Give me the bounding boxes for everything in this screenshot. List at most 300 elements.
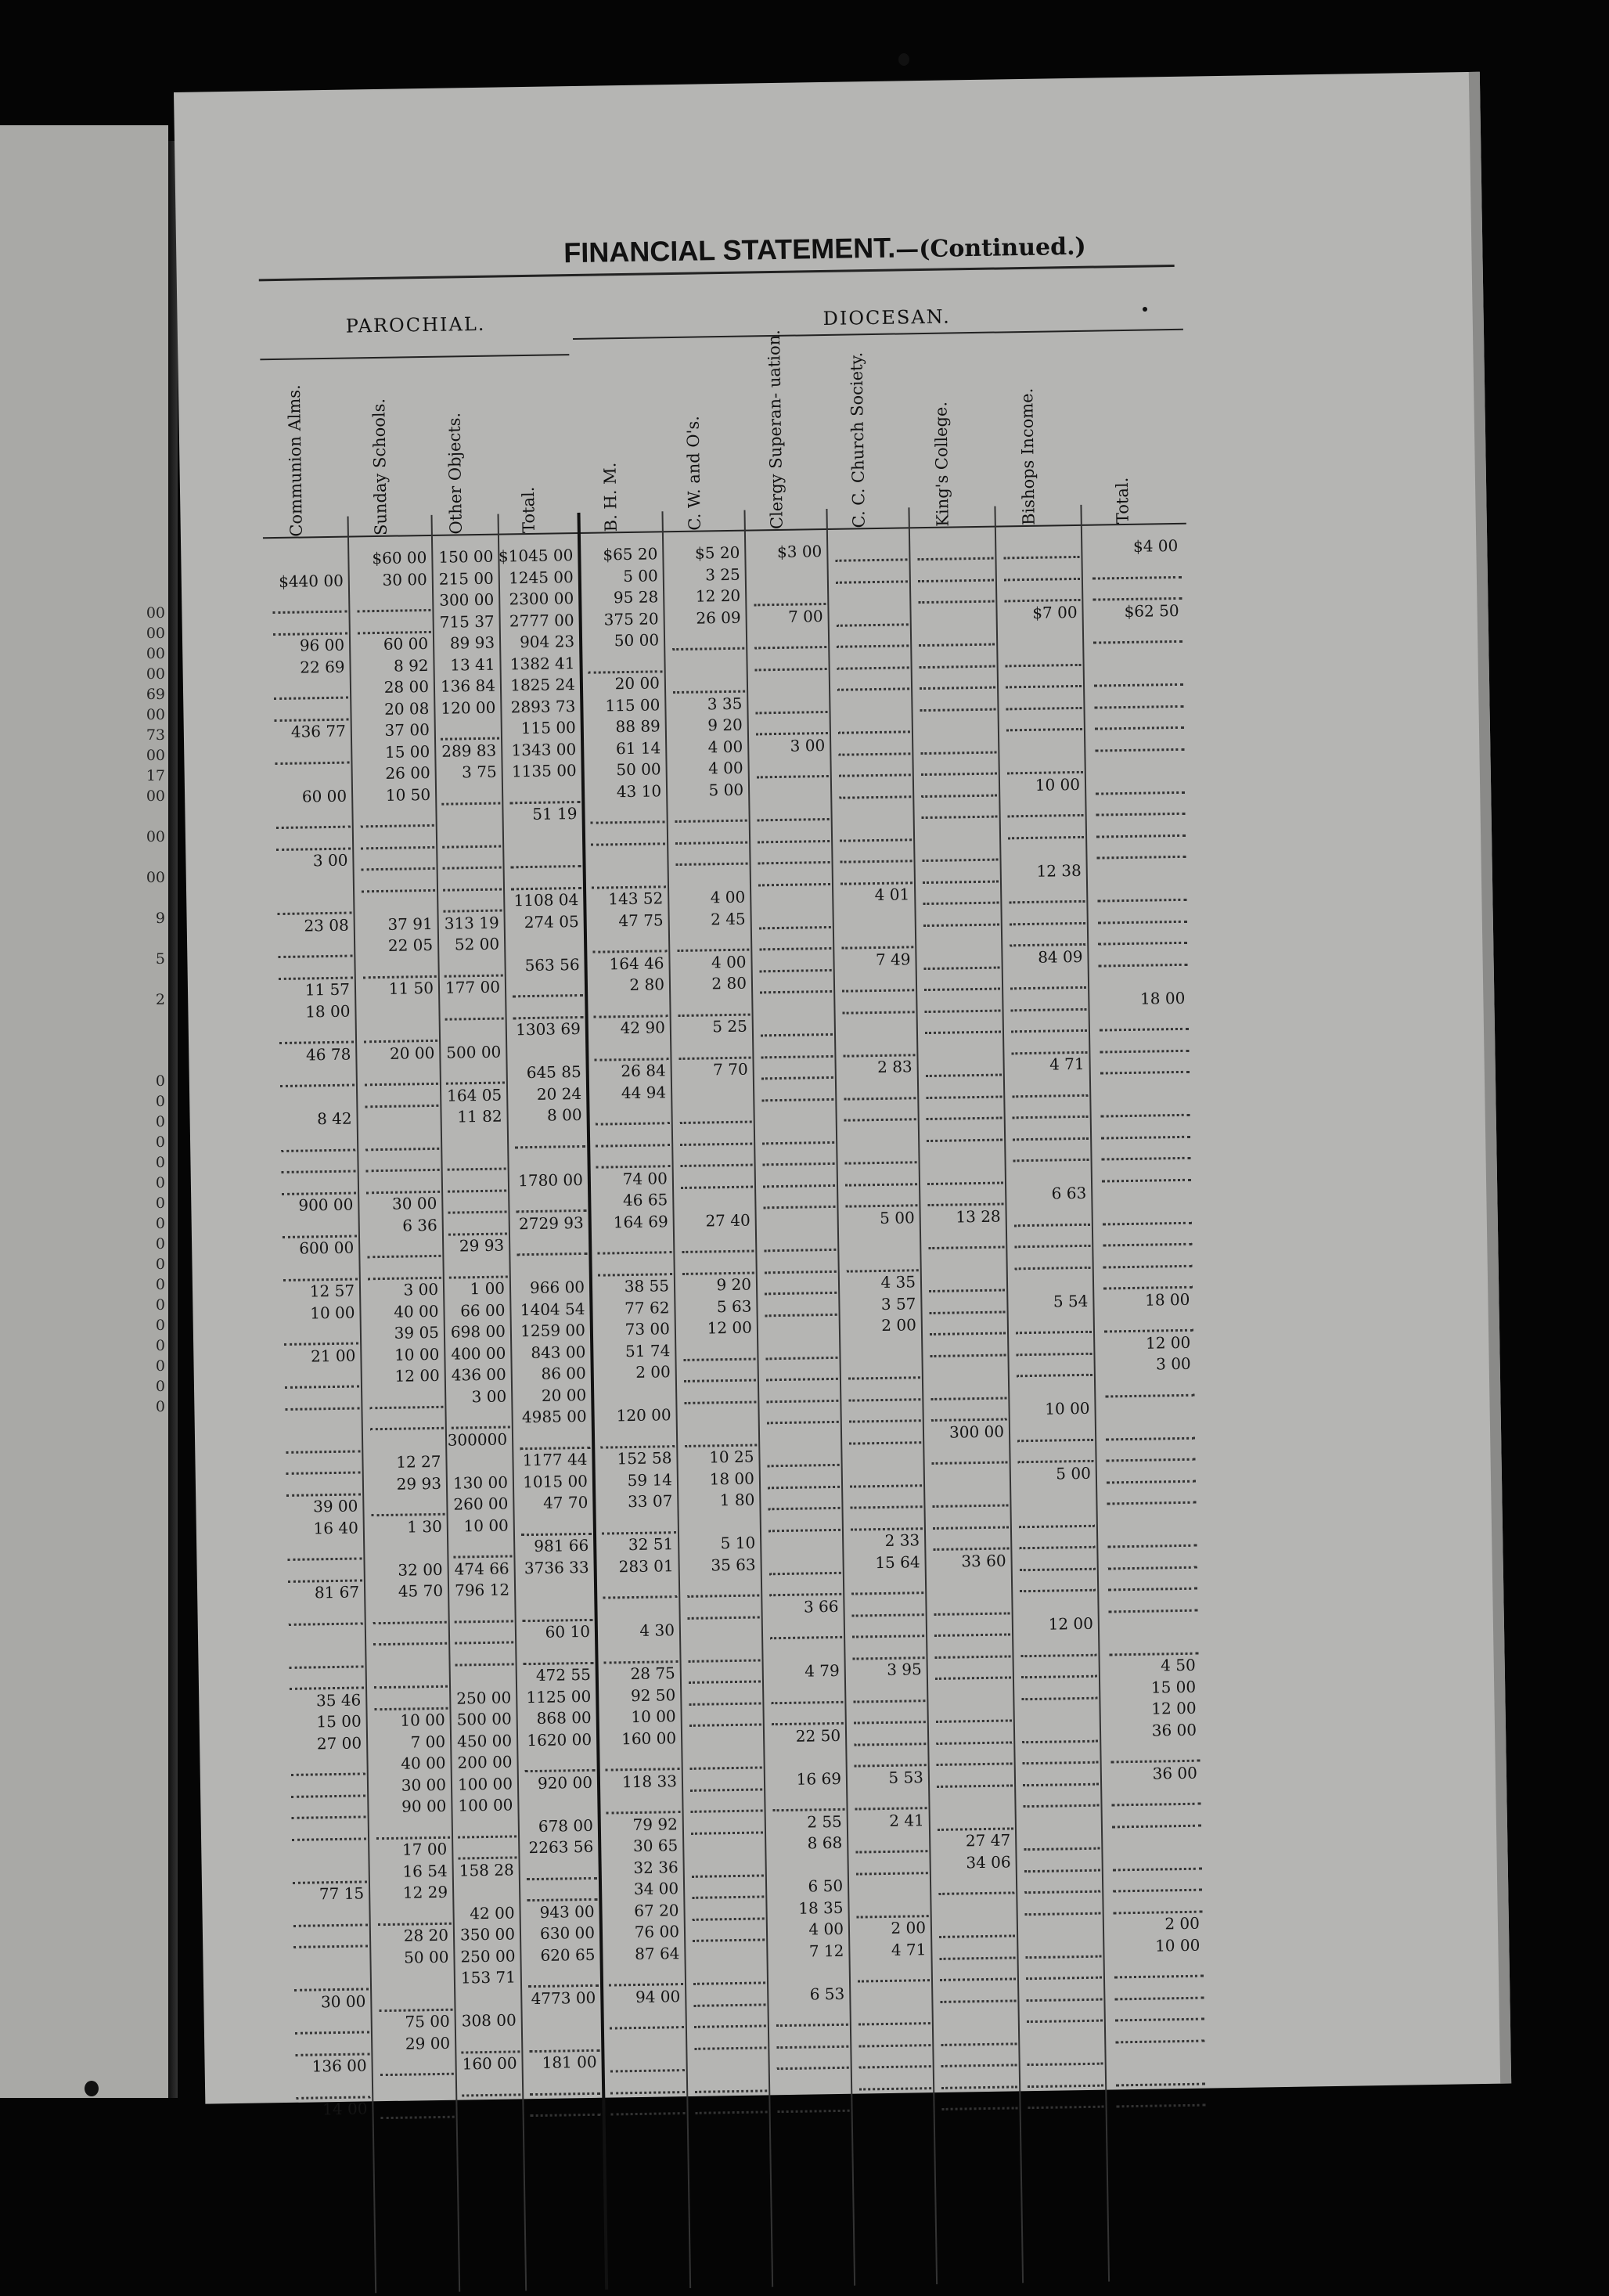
left-edge-number: 00 [146,869,165,886]
left-edge-number: 69 [146,686,165,703]
dot-leader [278,938,352,958]
column-header-label: Clergy Superan- uation. [764,329,787,530]
dot-leader [675,802,747,823]
dot-leader [931,1400,1007,1422]
table-cell: 81 67 [314,1582,360,1602]
table-cell: 12 00 [394,1365,440,1386]
table-cell: 2 00 [635,1362,671,1382]
dot-leader [523,1644,593,1664]
table-cell: 5 00 [1056,1463,1092,1483]
table-cell: 143 52 [608,888,664,909]
table-cell: 1 80 [719,1490,755,1510]
table-cell: 12 00 [707,1317,753,1338]
dot-leader [1017,1421,1093,1442]
dot-leader [286,1476,361,1496]
table-cell: 563 56 [524,954,580,975]
dot-leader [840,864,912,885]
table-cell: 11 57 [304,979,351,1000]
table-cell: 1259 00 [520,1320,586,1341]
left-edge-number: 9 [155,910,165,927]
dot-leader [1092,558,1182,579]
dot-leader [690,1814,763,1834]
parochial-rule [260,354,569,360]
column-header-clergy-superannuation [742,329,826,530]
dot-leader [283,1260,357,1281]
dot-leader [1011,1012,1087,1033]
dot-leader [292,1820,366,1840]
dot-leader [453,1537,512,1558]
table-cell: 375 20 [603,608,659,629]
table-cell: 8 00 [546,1105,582,1125]
table-cell: 33 60 [961,1551,1006,1570]
dot-leader [365,1087,439,1107]
table-cell: 16 40 [313,1518,359,1537]
table-cell: 250 00 [460,1945,516,1966]
table-cell: 10 00 [631,1707,676,1727]
table-cell: 20 00 [614,673,661,694]
dot-leader [1111,1807,1201,1828]
financial-table [259,231,1402,2119]
table-cell: 2 41 [889,1810,924,1830]
dot-leader [769,1619,842,1639]
dot-leader [1023,1765,1099,1786]
table-cell: 3 00 [790,735,826,755]
left-edge-number: 0 [155,1235,165,1253]
dot-leader [280,1067,355,1087]
dot-leader [361,828,435,849]
table-cell: 13 41 [450,654,495,675]
dot-leader [1102,1204,1192,1225]
dot-leader [1097,903,1187,924]
dot-leader [443,892,502,913]
table-cell: 44 94 [621,1082,667,1102]
dot-leader [513,998,584,1018]
dot-leader [1014,1206,1090,1227]
dot-leader [1028,2045,1103,2067]
dot-leader [691,1857,764,1877]
dot-leader [286,1454,360,1474]
dot-leader [1005,646,1081,667]
dot-leader [596,1126,670,1147]
table-cell: 20 24 [536,1083,582,1104]
dot-leader [274,679,348,700]
dot-leader [1096,838,1186,860]
dot-leader [1017,1357,1092,1378]
dot-leader [603,1643,678,1663]
dot-leader [1011,1033,1087,1054]
dot-leader [1096,795,1186,816]
left-edge-number [142,888,165,908]
dot-leader [1114,1979,1204,2000]
table-cell: 42 90 [620,1018,666,1038]
table-cell: 34 06 [966,1851,1011,1872]
dot-leader [936,1724,1012,1745]
table-cell: 35 63 [711,1555,756,1574]
table-cell: 5 00 [708,780,744,799]
table-cell: 96 00 [299,635,345,655]
table-cell: 30 00 [391,1193,437,1213]
table-cell: 30 00 [382,569,427,589]
dot-leader [1094,687,1184,708]
dot-leader [525,1752,596,1772]
dot-leader [272,615,347,635]
table-cell: 350 00 [459,1924,516,1945]
dot-leader [924,971,1000,992]
dot-leader [1107,1527,1197,1548]
dot-leader [364,1065,438,1086]
table-cell: 4 30 [639,1620,675,1640]
table-cell: 10 00 [1154,1935,1200,1955]
dot-leader [1009,883,1085,904]
dot-leader [458,1818,517,1838]
table-cell: 164 69 [613,1211,668,1231]
dot-leader [1112,1850,1202,1871]
dot-leader [693,2007,766,2027]
table-cell: 15 64 [875,1552,920,1572]
dot-leader [1010,926,1085,947]
dot-leader [367,1238,441,1258]
table-cell: 20 08 [383,698,430,719]
table-cell: 52 00 [454,934,500,954]
dot-leader [940,1960,1016,1981]
dot-leader [1093,666,1183,687]
dot-leader [695,2093,768,2114]
table-cell: 3 00 [403,1279,439,1299]
table-cell: 1 30 [407,1516,442,1537]
dot-leader [920,669,995,690]
dot-leader [776,2049,849,2070]
dot-leader [1101,1140,1191,1161]
left-edge-number [142,969,165,989]
group-parochial: PAROCHIAL. [345,312,486,337]
dot-leader [758,865,830,885]
dot-leader [920,690,995,712]
table-cell: 645 85 [526,1061,581,1083]
table-cell: 59 14 [627,1469,673,1490]
dot-leader [755,693,828,713]
table-cell: 11 82 [457,1106,502,1126]
table-cell: 966 00 [529,1277,585,1298]
column-header-parochial-total [495,368,578,534]
dot-leader [594,1040,668,1061]
dot-leader [918,583,994,604]
dot-leader [922,798,998,820]
table-cell: 1620 00 [527,1729,592,1750]
dot-leader [929,1272,1005,1293]
dot-leader [759,951,832,971]
dot-leader [1115,2022,1205,2043]
dot-leader [764,1231,837,1252]
dot-leader [448,1172,506,1192]
left-edge-number: 17 [146,767,165,784]
dot-leader [937,1745,1013,1766]
dot-leader [530,2074,600,2095]
dot-leader [689,1706,761,1726]
dot-leader [596,1148,670,1168]
column-header-diocesan-total [1078,359,1182,524]
left-edge-number: 2 [155,991,165,1008]
dot-leader [374,1668,448,1689]
table-cell: 1 00 [470,1278,506,1299]
dot-leader [290,1755,365,1775]
dot-leader [760,1016,833,1036]
table-cell: $65 20 [603,544,658,564]
table-cell: 5 00 [879,1207,915,1227]
table-cell: 1177 44 [522,1449,588,1470]
dot-leader [365,1152,440,1172]
dot-leader [295,2035,369,2056]
table-cell: 15 00 [1150,1677,1197,1697]
dot-leader [1095,773,1185,795]
dot-leader [286,1433,360,1453]
dot-leader [296,2078,370,2099]
dot-leader [1097,881,1187,903]
table-cell: 3 66 [803,1596,839,1617]
table-cell: 153 71 [460,1967,517,1988]
dot-leader [941,2025,1017,2046]
dot-leader [455,1624,513,1644]
dot-leader [442,849,501,870]
table-cell: 6 50 [808,1876,844,1896]
table-cell: $4 00 [1132,535,1179,556]
table-cell: 181 00 [542,2052,597,2072]
table-cell: 260 00 [453,1494,509,1514]
table-cell: 90 00 [401,1796,447,1816]
table-cell: 981 66 [534,1535,589,1555]
left-edge-number: 00 [146,645,165,662]
table-cell: 120 00 [441,697,496,718]
dot-leader [595,1105,669,1125]
table-cell: 46 65 [622,1190,668,1210]
dot-leader [1025,1937,1101,1959]
dot-leader [600,1428,675,1448]
dot-leader [687,1577,760,1597]
dot-leader [441,720,499,741]
table-cell: 36 00 [1152,1763,1198,1783]
dot-leader [443,870,502,891]
dot-leader [848,1381,921,1401]
table-cell: 29 93 [459,1235,505,1256]
table-cell: 10 25 [709,1447,754,1467]
table-cell: 12 00 [1048,1613,1094,1634]
table-cell: 436 00 [451,1364,506,1385]
dot-leader [837,713,910,733]
dot-leader [367,1259,441,1279]
table-cell: 38 55 [624,1276,670,1296]
dot-leader [677,932,750,952]
dot-leader [931,1444,1007,1465]
dot-leader [509,783,580,803]
dot-leader [853,1725,926,1746]
left-edge-number: 5 [155,950,165,968]
table-cell: 6 63 [1051,1183,1087,1203]
left-edge-number: 00 [146,828,165,845]
dot-leader [1013,1141,1089,1162]
table-cell: 300 00 [948,1422,1005,1442]
dot-leader [1019,1507,1095,1528]
column-header-label: Total. [1112,477,1132,524]
table-cell: 18 35 [798,1898,844,1918]
table-cell: 30 00 [320,1991,366,2011]
dot-leader [1006,711,1082,732]
column-header-label: King's College. [931,401,952,527]
table-cell: 12 00 [1151,1698,1197,1718]
dot-leader [843,1036,916,1057]
dot-leader [672,673,745,694]
left-edge-number: 0 [155,1276,165,1293]
table-cell: 4 71 [1049,1054,1085,1074]
dot-leader [366,1173,441,1193]
left-edge-number: 00 [146,788,165,805]
dot-leader [854,1746,927,1767]
dot-leader [285,1368,359,1388]
dot-leader [688,1663,761,1683]
dot-leader [527,1881,597,1901]
dot-leader [940,1982,1016,2003]
table-cell: 500 00 [456,1709,512,1729]
table-cell: 4 50 [1160,1655,1196,1675]
table-cell: 4 00 [707,758,743,778]
dot-leader [1021,1679,1097,1700]
dot-leader [761,1059,833,1080]
table-cell: 7 70 [712,1059,748,1080]
dot-leader [689,1749,762,1769]
column-header-communion-alms [261,372,347,538]
dot-leader [934,1595,1010,1616]
left-edge-number: 0 [155,1317,165,1334]
dot-leader [918,561,994,582]
table-cell: 66 00 [460,1300,506,1320]
table-cell: 9 20 [716,1274,752,1295]
dot-leader [844,1080,916,1100]
table-cell: 33 07 [627,1491,673,1512]
dot-leader [610,2052,684,2072]
dot-leader [771,1705,844,1725]
left-edge-number: 00 [146,747,165,764]
dot-leader [295,2013,369,2034]
dot-leader [1024,1851,1100,1872]
left-edge-number: 0 [155,1174,165,1191]
table-cell: 67 20 [634,1900,679,1920]
dot-leader [768,1511,840,1531]
table-cell: 2 83 [876,1057,912,1077]
table-cell: 450 00 [456,1730,513,1751]
dot-leader [1112,1872,1202,1893]
table-cell: 5 54 [1053,1291,1089,1311]
dot-leader [757,801,830,821]
dot-leader [848,1402,921,1422]
dot-leader [762,1145,835,1166]
table-cell: 1303 69 [515,1018,581,1040]
dot-leader [675,824,747,844]
dot-leader [767,1447,840,1467]
dot-leader [1100,1118,1190,1139]
table-cell: 3 00 [312,850,348,870]
dot-leader [683,1340,756,1361]
dot-leader [855,1854,928,1875]
dot-leader [836,606,909,626]
dot-leader [852,1639,925,1660]
table-cell: 2 00 [1164,1913,1200,1934]
paper-speck [898,53,909,66]
dot-leader [768,1490,840,1510]
table-cell: 26 00 [385,762,430,783]
table-cell: 9 20 [707,715,743,735]
left-edge-number: 0 [155,1215,165,1232]
dot-leader [1028,2089,1103,2110]
dot-leader [933,1508,1009,1530]
table-cell: 29 93 [396,1473,442,1494]
group-diocesan: DIOCESAN. [822,305,951,330]
table-cell: 160 00 [621,1728,677,1748]
dot-leader [274,701,348,721]
dot-leader [360,807,434,827]
table-cell: 158 28 [459,1859,514,1880]
dot-leader [855,1833,928,1853]
table-cell: 3 00 [471,1386,507,1406]
dot-leader [692,1900,765,1920]
dot-leader [445,957,503,977]
dot-leader [1106,1441,1196,1462]
dot-leader [527,1859,597,1880]
dot-leader [364,1022,438,1043]
dot-leader [445,1000,503,1020]
column-header-label: C. W. and O's. [683,415,704,531]
dot-leader [610,2074,685,2094]
dot-leader [835,541,908,561]
dot-leader [1026,1959,1102,1981]
dot-leader [279,1024,354,1044]
dot-leader [850,1510,923,1530]
dot-leader [1004,582,1080,603]
dot-leader [1113,1893,1203,1914]
table-cell: 27 40 [705,1210,751,1231]
table-cell: 95 28 [613,587,659,607]
dot-leader [844,1144,917,1164]
table-cell: 1245 00 [508,567,574,587]
dot-leader [1105,1419,1195,1440]
dot-leader [529,2031,599,2052]
dot-leader [776,2006,848,2027]
dot-leader [1024,1830,1100,1851]
dot-leader [771,1683,844,1703]
column-header-cc-church-society [824,351,909,528]
table-cell: 715 37 [439,611,495,632]
dot-leader [857,1962,930,1982]
dot-leader [924,949,1000,970]
table-cell: 5 25 [712,1016,748,1036]
left-edge-number: 0 [155,1296,165,1314]
paper-speck [1143,307,1147,312]
dot-leader [919,626,995,647]
dot-leader [441,784,500,805]
dot-leader [362,957,437,978]
dot-leader [927,1100,1002,1121]
left-edge-number [142,1010,165,1030]
dot-leader [1100,1054,1190,1075]
dot-leader [848,1359,920,1379]
table-cell: 4985 00 [521,1406,587,1427]
dot-leader [1097,925,1187,946]
table-cell: 28 20 [403,1925,449,1945]
table-cell: 20 00 [541,1385,587,1405]
table-cell: 21 00 [310,1346,356,1365]
dot-leader [293,1906,367,1927]
dot-leader [764,1274,837,1295]
dot-leader [369,1388,444,1408]
dot-leader [1008,818,1084,839]
table-cell: 900 00 [298,1195,354,1215]
